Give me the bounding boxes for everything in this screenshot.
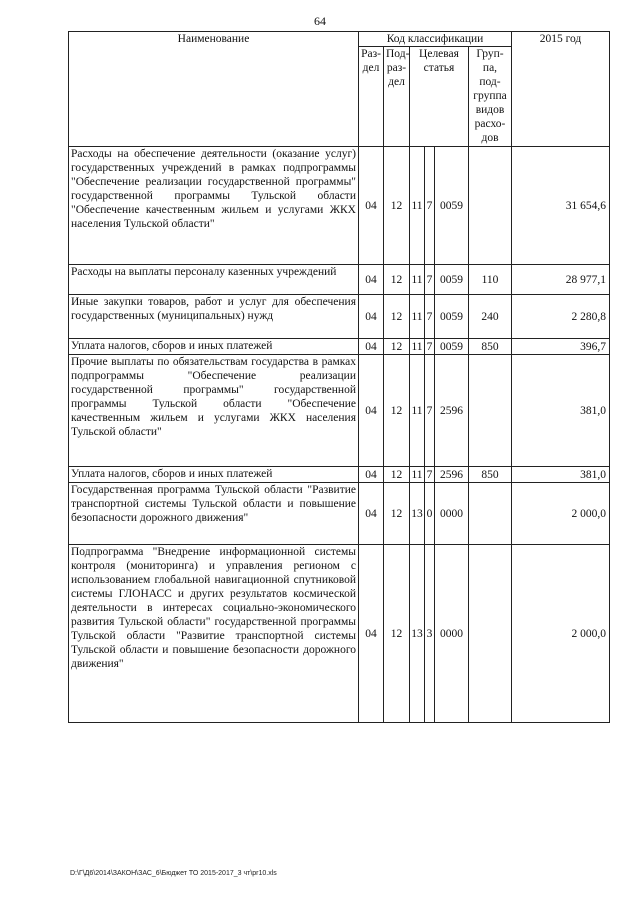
header-group: Груп-па, под-группа видов расхо-дов [469, 47, 512, 147]
row-target-subprogram: 7 [425, 265, 435, 295]
table-row [69, 467, 610, 483]
row-target-subprogram: 7 [425, 147, 435, 265]
row-name: Подпрограмма "Внедрение информационной системы контроля (мониторинга) и управления регионом с использованием глобальной навигационной спутниковой системы ГЛОНАСС и других результатов космической деятельности в интересах социально-экономического развития Тульской области" государственной программы Тульской области "Развитие транспортной системы Тульской области и повышение безопасности дорожного движения" [69, 545, 359, 723]
row-target-direction: 0059 [435, 265, 469, 295]
row-target-direction: 0000 [435, 545, 469, 723]
row-target-subprogram: 7 [425, 467, 435, 483]
header-name: Наименование [69, 32, 359, 147]
row-target-program: 11 [410, 265, 425, 295]
row-razdel: 04 [359, 147, 384, 265]
row-name: Расходы на выплаты персоналу казенных учреждений [69, 265, 359, 295]
row-podrazdel: 12 [384, 265, 410, 295]
table-row [69, 295, 610, 339]
row-target-subprogram: 7 [425, 355, 435, 467]
row-amount: 381,0 [512, 355, 610, 467]
row-amount: 381,0 [512, 467, 610, 483]
header-target: Целевая статья [410, 47, 469, 147]
table-row [69, 483, 610, 545]
row-target-program: 11 [411, 468, 423, 481]
row-target-program: 11 [410, 295, 425, 339]
row-name: Иные закупки товаров, работ и услуг для обеспечения государственных (муниципальных) нужд [69, 295, 359, 339]
row-amount: 31 654,6 [512, 147, 610, 265]
row-razdel: 04 [359, 339, 384, 355]
row-target-subprogram: 7 [425, 295, 435, 339]
row-target-program: 13 [410, 483, 425, 545]
header-razdel: Раз-дел [359, 47, 384, 147]
row-target-program: 11 [410, 147, 425, 265]
row-expense-group [469, 147, 512, 265]
row-podrazdel: 12 [384, 295, 410, 339]
row-expense-group [469, 483, 512, 545]
row-razdel: 04 [359, 545, 384, 723]
header-podrazdel: Под-раз-дел [384, 47, 410, 147]
row-expense-group [469, 545, 512, 723]
table-row [69, 339, 610, 355]
row-target-direction: 2596 [435, 355, 469, 467]
row-amount: 2 000,0 [512, 545, 610, 723]
table-row [69, 265, 610, 295]
row-target-program: 11 [410, 355, 425, 467]
row-razdel: 04 [359, 295, 384, 339]
row-amount: 2 280,8 [512, 295, 610, 339]
row-podrazdel: 12 [384, 545, 410, 723]
header-classification: Код классификации [359, 32, 512, 47]
row-name: Уплата налогов, сборов и иных платежей [69, 467, 359, 483]
row-podrazdel: 12 [384, 147, 410, 265]
row-expense-group: 240 [469, 295, 512, 339]
row-name: Прочие выплаты по обязательствам государства в рамках подпрограммы "Обеспечение реализации государственной программы" государственной программы Тульской области "Обеспечение качественным жильем и услугами ЖКХ населения Тульской области" [69, 355, 359, 467]
row-podrazdel: 12 [384, 355, 410, 467]
row-expense-group: 110 [469, 265, 512, 295]
row-target-program: 11 [411, 340, 423, 353]
header-year: 2015 год [512, 32, 610, 147]
row-amount: 396,7 [512, 339, 610, 355]
row-name: Государственная программа Тульской области "Развитие транспортной системы Тульской области и повышение безопасности дорожного движения" [69, 483, 359, 545]
header-row-1 [69, 32, 610, 47]
row-podrazdel: 12 [384, 339, 410, 355]
page-number: 64 [314, 14, 326, 28]
row-razdel: 04 [359, 265, 384, 295]
row-amount: 28 977,1 [512, 265, 610, 295]
row-razdel: 04 [359, 355, 384, 467]
row-amount: 2 000,0 [512, 483, 610, 545]
row-target-subprogram: 0 [425, 483, 435, 545]
row-podrazdel: 12 [384, 467, 410, 483]
row-target-subprogram: 3 [425, 545, 435, 723]
row-target-direction: 0059 [435, 339, 469, 355]
row-target-program: 13 [410, 545, 425, 723]
row-razdel: 04 [359, 483, 384, 545]
row-expense-group: 850 [469, 467, 512, 483]
row-target-subprogram: 7 [425, 339, 435, 355]
row-podrazdel: 12 [384, 483, 410, 545]
row-target-direction: 0000 [435, 483, 469, 545]
file-path: D:\Г\Д6\2014\ЗАКОН\ЗАС_6\Бюджет ТО 2015-2017_3 чт\pr10.xls [70, 870, 277, 877]
row-name: Уплата налогов, сборов и иных платежей [69, 339, 359, 355]
row-expense-group: 850 [469, 339, 512, 355]
row-target-direction: 0059 [435, 295, 469, 339]
row-target-direction: 0059 [435, 147, 469, 265]
table-row [69, 147, 610, 265]
row-name: Расходы на обеспечение деятельности (оказание услуг) государственных учреждений в рамках подпрограммы "Обеспечение реализации государственной программы" государственной программы Тульской области "Обеспечение качественным жильем и услугами ЖКХ населения Тульской области" [69, 147, 359, 265]
table-row [69, 545, 610, 723]
row-expense-group [469, 355, 512, 467]
row-target-direction: 2596 [435, 467, 469, 483]
row-razdel: 04 [359, 467, 384, 483]
table-row [69, 355, 610, 467]
budget-table [68, 31, 610, 723]
